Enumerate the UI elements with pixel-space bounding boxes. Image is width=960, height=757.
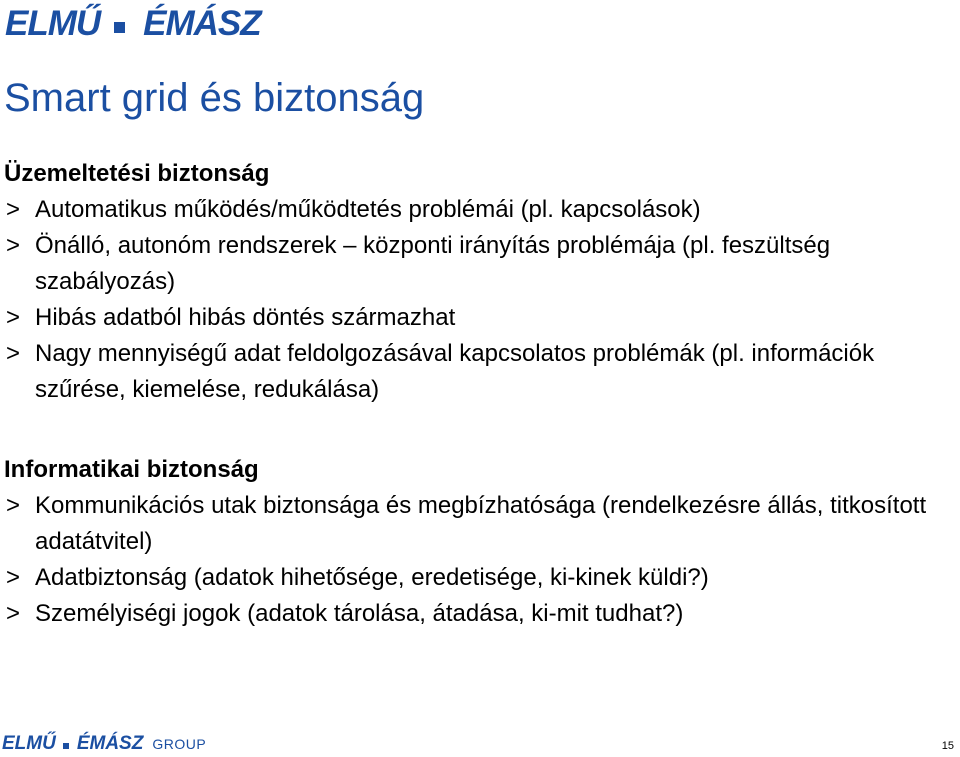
- bullet-text: Személyiségi jogok (adatok tárolása, átadása, ki-mit tudhat?): [35, 600, 684, 627]
- footer-logo-group: GROUP: [152, 736, 207, 752]
- section-heading: Informatikai biztonság: [4, 456, 259, 483]
- logo-separator-square: [114, 22, 125, 33]
- bullet-text: Hibás adatból hibás döntés származhat: [35, 304, 456, 331]
- bullet-item: [4, 228, 949, 300]
- bullet-marker: >: [5, 196, 20, 223]
- section-operational-security: [4, 156, 949, 408]
- bullet-marker: >: [5, 600, 20, 627]
- footer-logo-right: ÉMÁSZ: [76, 733, 144, 754]
- bullet-item: [4, 488, 949, 560]
- bullet-list: [4, 192, 949, 408]
- bullet-marker: >: [5, 340, 20, 367]
- section-heading: Üzemeltetési biztonság: [4, 160, 270, 187]
- bullet-item: [4, 300, 949, 336]
- bullet-list: [4, 488, 949, 632]
- brand-logo: [5, 4, 261, 44]
- bullet-text: Adatbiztonság (adatok hihetősége, eredetisége, ki-kinek küldi?): [35, 564, 709, 591]
- footer-logo-left: ELMŰ: [2, 733, 56, 754]
- bullet-marker: >: [5, 232, 20, 259]
- page-number: 15: [941, 740, 954, 752]
- bullet-text: Kommunikációs utak biztonsága és megbízhatósága (rendelkezésre állás, titkosított adatátvitel): [35, 492, 927, 555]
- bullet-text: Önálló, autonóm rendszerek – központi irányítás problémája (pl. feszültség szabályozás): [35, 232, 831, 295]
- bullet-item: [4, 560, 949, 596]
- bullet-marker: >: [5, 564, 20, 591]
- bullet-item: [4, 596, 949, 632]
- bullet-marker: >: [5, 492, 20, 519]
- footer-brand-logo: [2, 732, 206, 756]
- brand-logo-right: ÉMÁSZ: [143, 4, 261, 43]
- bullet-text: Automatikus működés/működtetés problémái (pl. kapcsolások): [35, 196, 701, 223]
- footer-logo-separator: [63, 743, 69, 749]
- brand-logo-left: ELMŰ: [5, 4, 101, 43]
- bullet-text: Nagy mennyiségű adat feldolgozásával kapcsolatos problémák (pl. információk szűrése, kiemelése, redukálása): [35, 340, 875, 403]
- slide-title: Smart grid és biztonság: [4, 76, 425, 120]
- bullet-item: [4, 192, 949, 228]
- bullet-marker: >: [5, 304, 20, 331]
- section-it-security: [4, 452, 949, 632]
- bullet-item: [4, 336, 949, 408]
